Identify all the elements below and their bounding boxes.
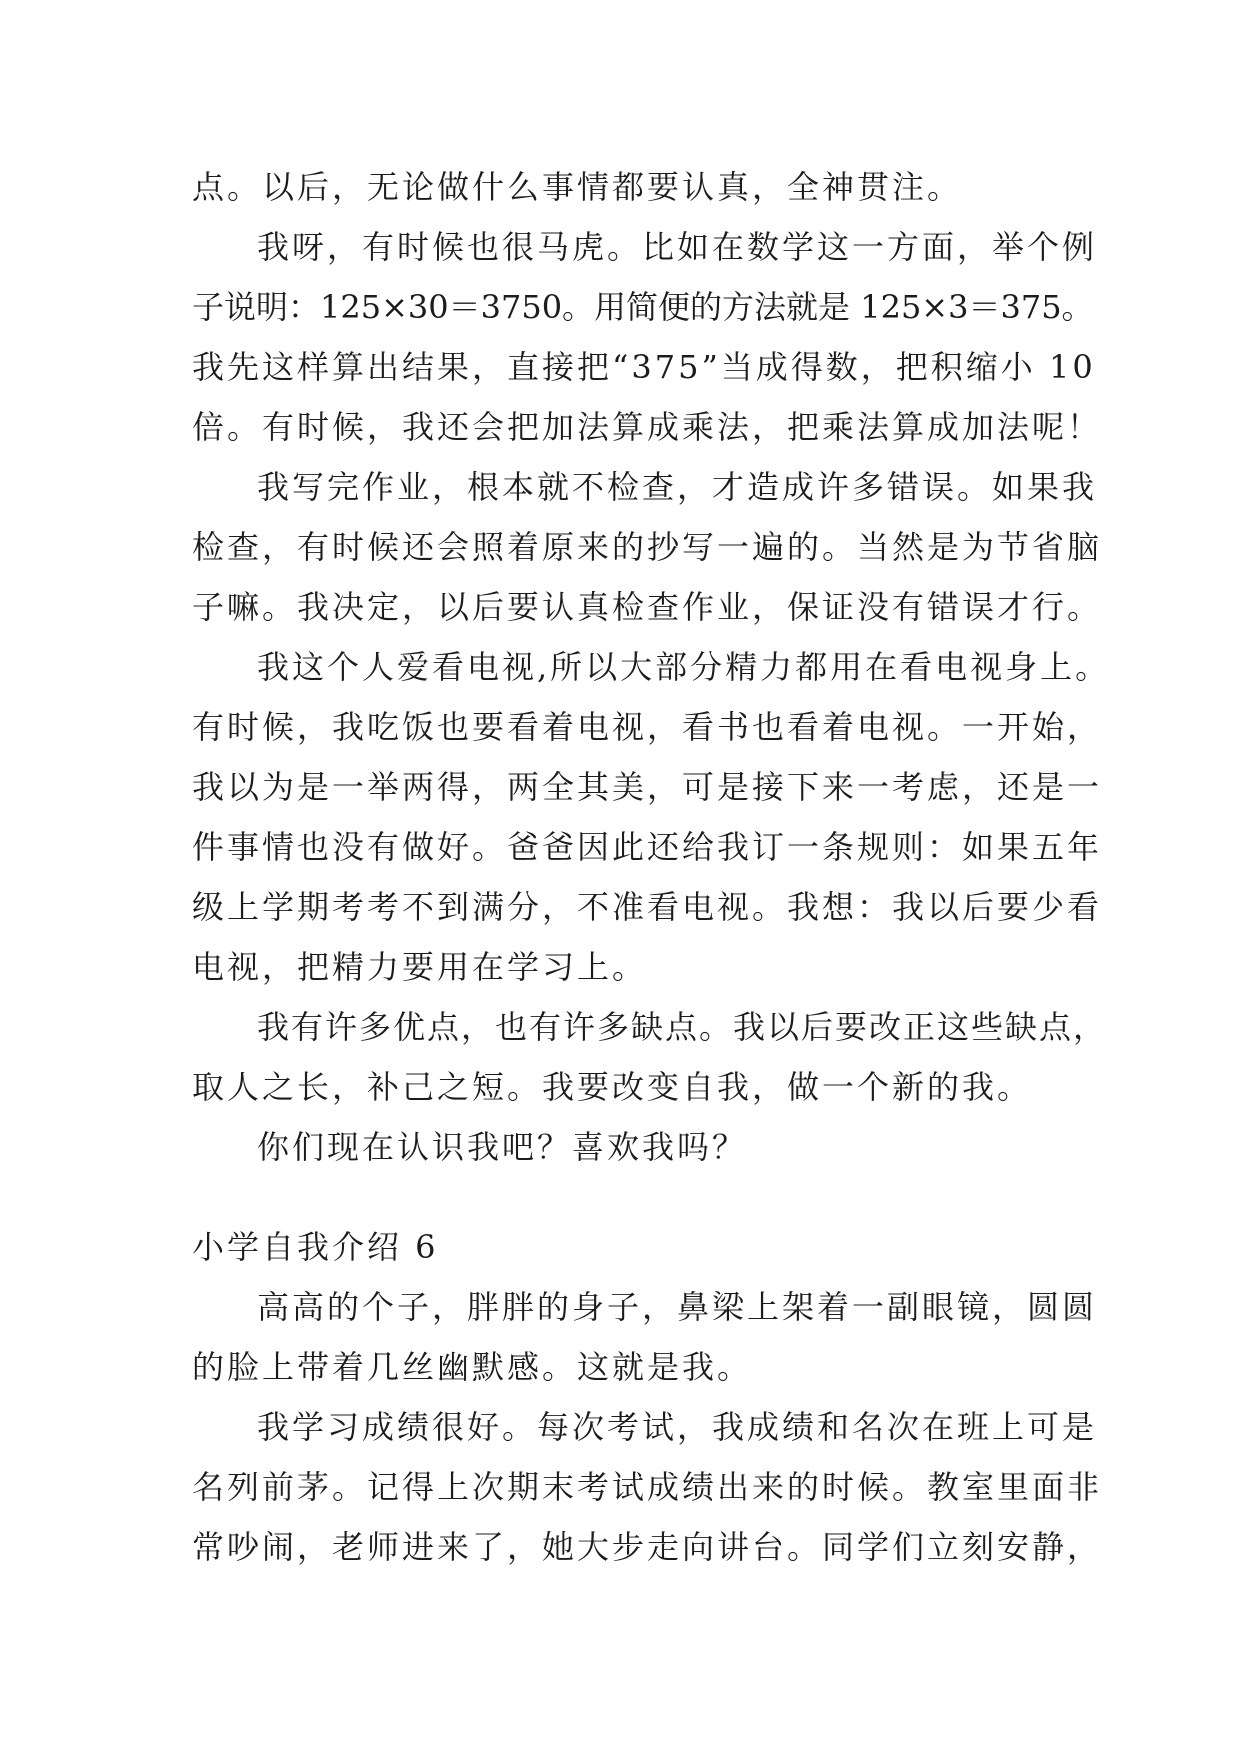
text-line: 件事情也没有做好。爸爸因此还给我订一条规则：如果五年 — [192, 828, 1103, 866]
text-line: 的脸上带着几丝幽默感。这就是我。 — [192, 1348, 753, 1386]
text-line: 子说明：125×30＝3750。用简便的方法就是 125×3＝375。 — [192, 288, 1094, 326]
paragraph-start: 我写完作业，根本就不检查，才造成许多错误。如果我 — [257, 468, 1098, 506]
text-line: 常吵闹，老师进来了，她大步走向讲台。同学们立刻安静， — [192, 1528, 1103, 1566]
text-line: 取人之长，补己之短。我要改变自我，做一个新的我。 — [192, 1068, 1033, 1106]
text-line: 电视，把精力要用在学习上。 — [192, 948, 648, 986]
section-heading: 小学自我介绍 6 — [192, 1228, 439, 1266]
paragraph-start: 我有许多优点，也有许多缺点。我以后要改正这些缺点， — [257, 1008, 1108, 1046]
text-line: 倍。有时候，我还会把加法算成乘法，把乘法算成加法呢！ — [192, 408, 1103, 446]
text-line: 我先这样算出结果，直接把“375”当成得数，把积缩小 10 — [192, 348, 1096, 386]
text-line: 点。以后，无论做什么事情都要认真，全神贯注。 — [192, 168, 963, 206]
text-line: 有时候，我吃饭也要看着电视，看书也看着电视。一开始， — [192, 708, 1103, 746]
text-line: 级上学期考考不到满分，不准看电视。我想：我以后要少看 — [192, 888, 1103, 926]
paragraph-start: 我学习成绩很好。每次考试，我成绩和名次在班上可是 — [257, 1408, 1098, 1446]
text-line: 我以为是一举两得，两全其美，可是接下来一考虑，还是一 — [192, 768, 1103, 806]
paragraph-start: 我呀，有时候也很马虎。比如在数学这一方面，举个例 — [257, 228, 1098, 266]
paragraph-start: 我这个人爱看电视,所以大部分精力都用在看电视身上。 — [257, 648, 1111, 686]
paragraph-start: 高高的个子，胖胖的身子，鼻梁上架着一副眼镜，圆圆 — [257, 1288, 1098, 1326]
text-line: 子嘛。我决定，以后要认真检查作业，保证没有错误才行。 — [192, 588, 1103, 626]
paragraph-start: 你们现在认识我吧？喜欢我吗？ — [257, 1128, 748, 1166]
text-line: 检查，有时候还会照着原来的抄写一遍的。当然是为节省脑 — [192, 528, 1103, 566]
text-line: 名列前茅。记得上次期末考试成绩出来的时候。教室里面非 — [192, 1468, 1103, 1506]
